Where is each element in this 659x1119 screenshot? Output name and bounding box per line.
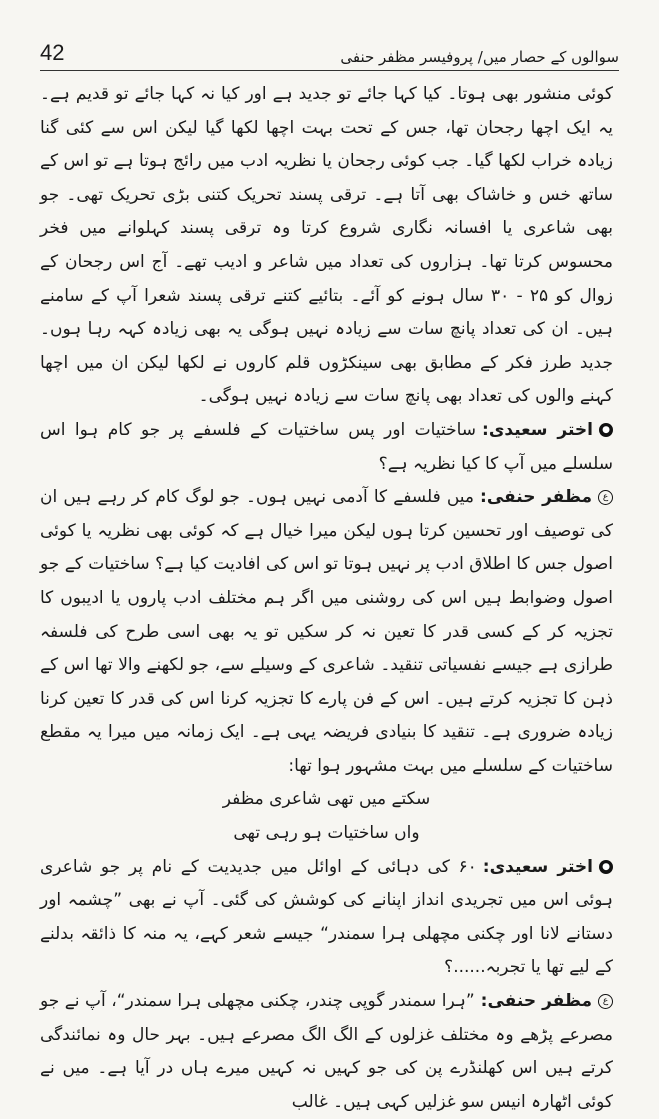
page-number: 42 <box>40 40 65 65</box>
question-bullet-icon: ● <box>599 423 613 437</box>
answer-2-text: ”ہرا سمندر گوپی چندر، چکنی مچھلی ہرا سمندر“، آپ نے جو مصرعے پڑھے وہ مختلف غزلوں کے الگ الگ مصرعے ہیں۔ بہر حال وہ نمائندگی کرتے ہیں اس کھلنڈرے پن کی جو کہیں نہ کہیں میرے ہاں در آیا ہے۔ میں نے کوئی اٹھارہ انیس سو غزلیں کہی ہیں۔ غالب <box>40 991 613 1112</box>
question-2 <box>40 851 613 985</box>
page-body <box>40 78 613 1112</box>
opening-paragraph: کوئی منشور بھی ہوتا۔ کیا کہا جائے تو جدید ہے اور کیا نہ کہا جائے تو قدیم ہے۔ یہ ایک اچھا رجحان تھا، جس کے تحت بہت اچھا لکھا گیا لیکن اس سے کئی گنا زیادہ خراب لکھا گیا۔ جب کوئی رجحان یا نظریہ ادب میں رائج ہوتا ہے تو اس کے ساتھ خس و خاشاک بھی آتا ہے۔ ترقی پسند تحریک کتنی بڑی تحریک تھی۔ جو بھی شاعری یا افسانہ نگاری شروع کرتا وہ ترقی پسند کہلوانے میں فخر محسوس کرتا تھا۔ ہزاروں کی تعداد میں شاعر و ادیب تھے۔ آج اس رجحان کے زوال کو ۲۵ - ۳۰ سال ہونے کو آئے۔ بتائیے کتنے ترقی پسند شعرا آپ کے سامنے ہیں۔ ان کی تعداد پانچ سات سے زیادہ نہیں ہوگی یہ بھی زیادہ کہہ رہا ہوں۔ جدید طرز فکر کے مطابق بھی سینکڑوں قلم کاروں نے لکھا لیکن ان میں اچھا کہنے والوں کی تعداد بھی پانچ سات سے زیادہ نہیں ہوگی۔ <box>40 84 613 407</box>
page-header <box>40 30 619 71</box>
answer-2-speaker: مظفر حنفی: <box>480 991 593 1012</box>
running-title: سوالوں کے حصار میں/ پروفیسر مظفر حنفی <box>340 48 619 66</box>
question-1 <box>40 414 613 481</box>
answer-bullet-icon: ع <box>598 994 613 1009</box>
question-2-speaker: اختر سعیدی: <box>482 856 594 877</box>
verse-line-1: سکتے میں تھی شاعری مظفر <box>222 789 431 810</box>
question-2-text: ۶۰ کی دہائی کے اوائل میں جدیدیت کے نام پر جو شاعری ہوئی اس میں تجریدی انداز اپنانے کی کوشش کی گئی۔ آپ نے بھی ”چشمہ اور دستانے لانا اور چکنی مچھلی ہرا سمندر“ جیسے شعر کہے، یہ منہ کا ذائقہ بدلنے کے لیے تھا یا تجربہ......؟ <box>40 856 613 978</box>
question-1-speaker: اختر سعیدی: <box>482 419 593 440</box>
question-1-text: ساختیات اور پس ساختیات کے فلسفے پر جو کام ہوا اس سلسلے میں آپ کا کیا نظریہ ہے؟ <box>40 419 613 474</box>
answer-1 <box>40 481 613 783</box>
answer-bullet-icon: ع <box>598 490 613 505</box>
answer-1-speaker: مظفر حنفی: <box>480 487 592 508</box>
answer-1-text: میں فلسفے کا آدمی نہیں ہوں۔ جو لوگ کام کر رہے ہیں ان کی توصیف اور تحسین کرتا ہوں لیکن میرا خیال ہے کہ کوئی بھی نظریہ یا کوئی اصول جس کا اطلاق ادب پر نہیں ہوتا تو اس کی افادیت کیا ہے؟ ساختیات کے جو اصول وضوابط ہیں اس کی روشنی میں اگر ہم مختلف ادب پاروں یا ادیبوں کا تجزیہ کر کے کسی قدر کا تعین نہ کر سکیں تو یہ بھی اسی طرح کی فلسفہ طرازی ہے جیسے نفسیاتی تنقید۔ شاعری کے وسیلے سے، جو لکھنے والا تھا اس کے ذہن کا تجزیہ کرتے ہیں۔ اس کے فن پارے کا تجزیہ کرنا اس کی قدر کا تعین کرنا زیادہ ضروری ہے۔ تنقید کا بنیادی فریضہ یہی ہے۔ ایک زمانہ میں میرا یہ مقطع ساختیات کے سلسلے میں بہت مشہور ہوا تھا: <box>40 487 613 776</box>
answer-2 <box>40 985 613 1119</box>
question-bullet-icon: ● <box>599 860 613 874</box>
verse-line-2: واں ساختیات ہو رہی تھی <box>233 823 420 844</box>
